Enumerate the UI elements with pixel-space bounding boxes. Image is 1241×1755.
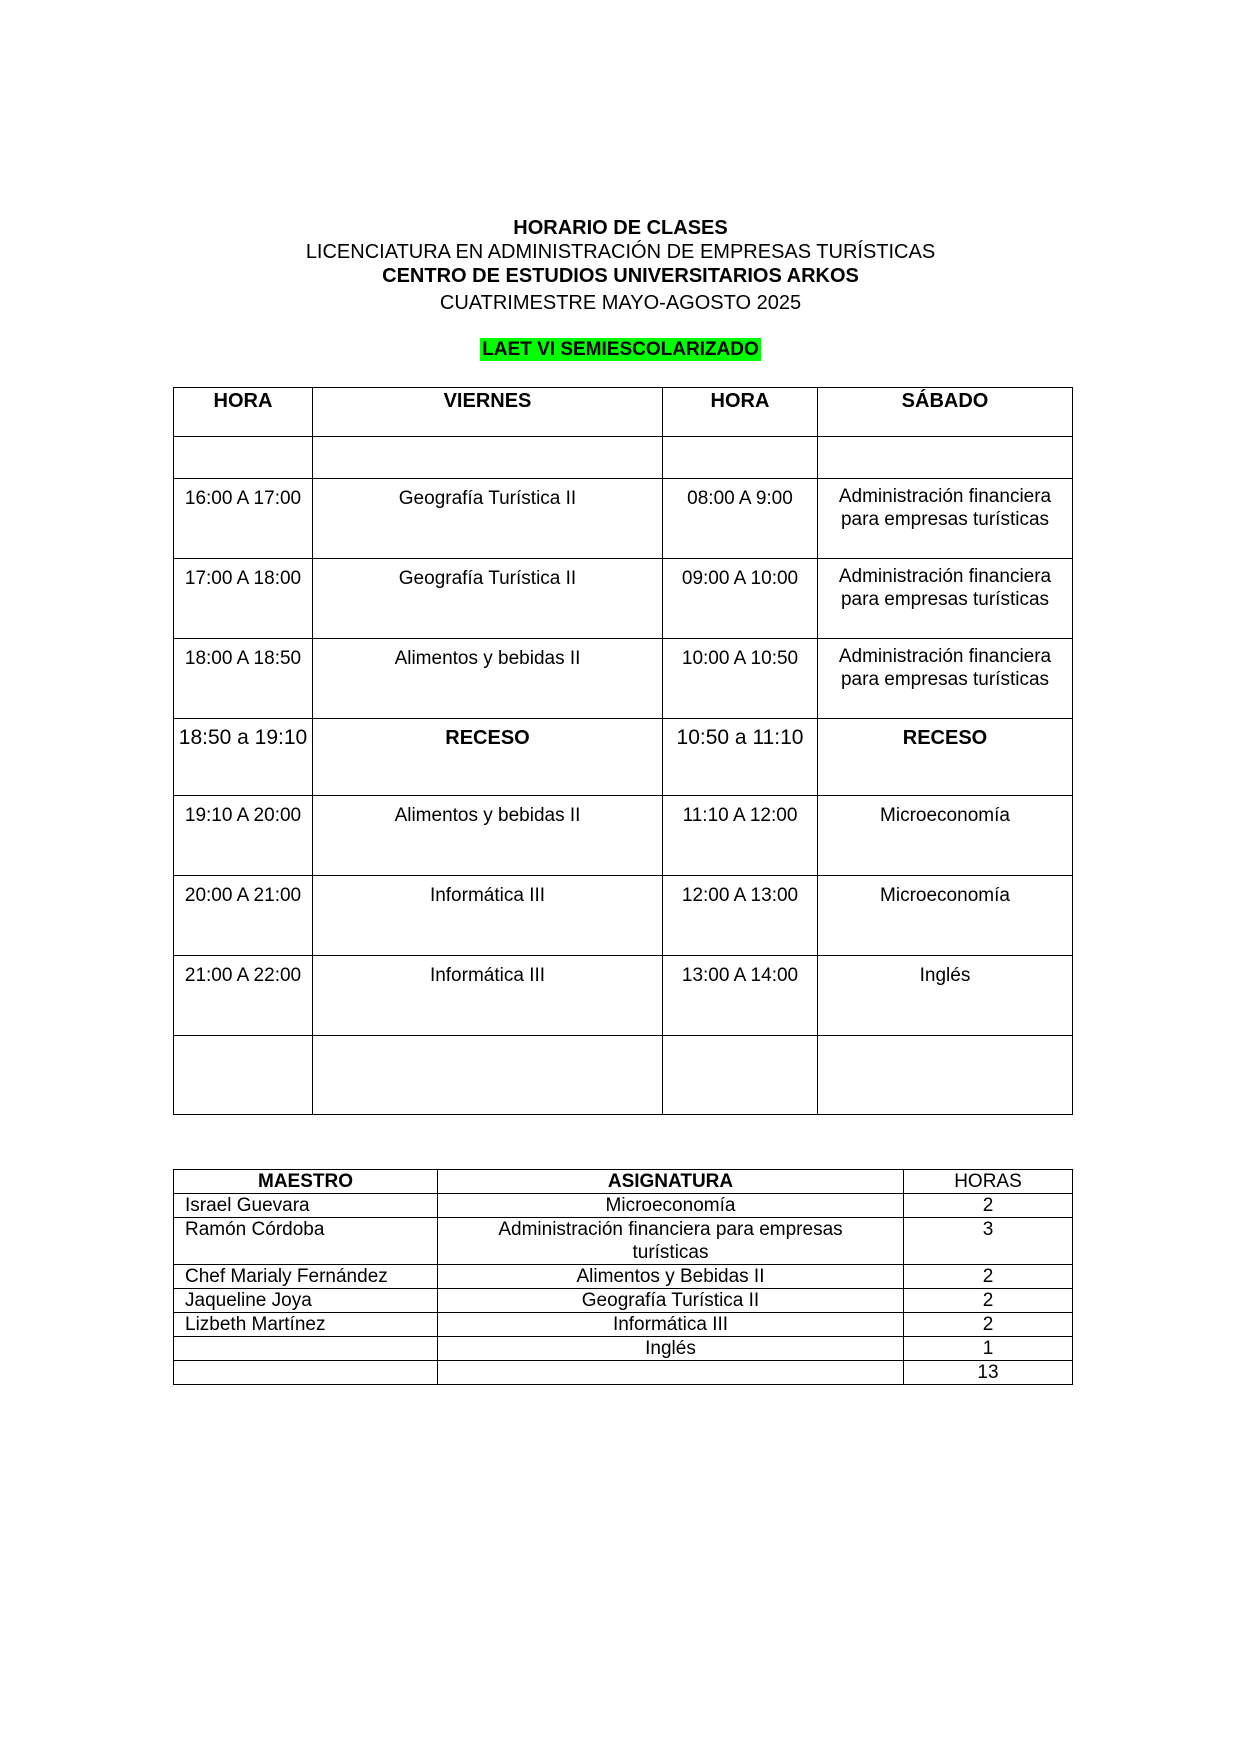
teacher-name: Lizbeth Martínez <box>174 1313 438 1337</box>
empty-cell <box>818 1036 1073 1115</box>
saturday-time: 10:50 a 11:10 <box>663 719 818 796</box>
empty-cell <box>663 437 818 479</box>
teacher-hours: 2 <box>904 1265 1073 1289</box>
friday-time: 18:00 A 18:50 <box>174 639 313 719</box>
teachers-total-row <box>174 1361 1073 1385</box>
teacher-hours: 1 <box>904 1337 1073 1361</box>
teachers-header-row <box>174 1170 1073 1194</box>
schedule-row <box>174 796 1073 876</box>
teacher-subject: Informática III <box>438 1313 904 1337</box>
teacher-row <box>174 1265 1073 1289</box>
friday-time: 17:00 A 18:00 <box>174 559 313 639</box>
teacher-hours: 3 <box>904 1218 1073 1265</box>
friday-time: 19:10 A 20:00 <box>174 796 313 876</box>
friday-subject: Informática III <box>313 876 663 956</box>
schedule-table <box>173 387 1073 1115</box>
empty-cell <box>663 1036 818 1115</box>
teacher-row <box>174 1194 1073 1218</box>
term-label: CUATRIMESTRE MAYO-AGOSTO 2025 <box>439 292 802 314</box>
schedule-row <box>174 639 1073 719</box>
schedule-row <box>174 956 1073 1036</box>
group-label <box>0 339 1241 361</box>
teacher-name <box>174 1337 438 1361</box>
friday-subject: Informática III <box>313 956 663 1036</box>
col-sabado: SÁBADO <box>818 388 1073 437</box>
friday-time: 21:00 A 22:00 <box>174 956 313 1036</box>
col-hora-friday: HORA <box>174 388 313 437</box>
school-name: CENTRO DE ESTUDIOS UNIVERSITARIOS ARKOS <box>382 265 859 287</box>
teacher-name: Jaqueline Joya <box>174 1289 438 1313</box>
teacher-row <box>174 1313 1073 1337</box>
friday-subject: Alimentos y bebidas II <box>313 639 663 719</box>
teachers-table <box>173 1169 1073 1385</box>
saturday-recess: RECESO <box>818 719 1073 796</box>
col-hora-saturday: HORA <box>663 388 818 437</box>
friday-subject: Alimentos y bebidas II <box>313 796 663 876</box>
saturday-subject: Administración financiera para empresas turísticas <box>818 559 1073 639</box>
teacher-row <box>174 1289 1073 1313</box>
teacher-subject <box>438 1361 904 1385</box>
teacher-row <box>174 1337 1073 1361</box>
empty-cell <box>174 1036 313 1115</box>
empty-cell <box>174 437 313 479</box>
saturday-subject: Microeconomía <box>818 876 1073 956</box>
schedule-empty-row <box>174 1036 1073 1115</box>
teacher-hours: 2 <box>904 1313 1073 1337</box>
saturday-subject: Administración financiera para empresas turísticas <box>818 479 1073 559</box>
saturday-subject: Inglés <box>818 956 1073 1036</box>
col-maestro: MAESTRO <box>174 1170 438 1194</box>
empty-cell <box>313 1036 663 1115</box>
schedule-recess-row <box>174 719 1073 796</box>
saturday-time: 12:00 A 13:00 <box>663 876 818 956</box>
teacher-name <box>174 1361 438 1385</box>
schedule-row <box>174 559 1073 639</box>
saturday-subject: Microeconomía <box>818 796 1073 876</box>
friday-time: 20:00 A 21:00 <box>174 876 313 956</box>
saturday-subject: Administración financiera para empresas turísticas <box>818 639 1073 719</box>
teacher-subject: Alimentos y Bebidas II <box>438 1265 904 1289</box>
saturday-time: 13:00 A 14:00 <box>663 956 818 1036</box>
teacher-hours: 2 <box>904 1194 1073 1218</box>
program-name: LICENCIATURA EN ADMINISTRACIÓN DE EMPRESAS TURÍSTICAS <box>305 241 936 263</box>
teacher-subject: Microeconomía <box>438 1194 904 1218</box>
saturday-time: 10:00 A 10:50 <box>663 639 818 719</box>
teacher-subject: Administración financiera para empresas turísticas <box>438 1218 904 1265</box>
saturday-time: 08:00 A 9:00 <box>663 479 818 559</box>
saturday-time: 09:00 A 10:00 <box>663 559 818 639</box>
teacher-name: Chef Marialy Fernández <box>174 1265 438 1289</box>
group-highlight: LAET VI SEMIESCOLARIZADO <box>482 339 759 360</box>
document-header <box>0 216 1241 315</box>
schedule-row <box>174 876 1073 956</box>
teacher-hours: 2 <box>904 1289 1073 1313</box>
teacher-subject: Inglés <box>438 1337 904 1361</box>
col-horas: HORAS <box>904 1170 1073 1194</box>
friday-recess: RECESO <box>313 719 663 796</box>
schedule-header-row <box>174 388 1073 437</box>
teacher-row <box>174 1218 1073 1265</box>
document-title: HORARIO DE CLASES <box>513 217 728 239</box>
empty-cell <box>818 437 1073 479</box>
schedule-row <box>174 479 1073 559</box>
teacher-subject: Geografía Turística II <box>438 1289 904 1313</box>
friday-time: 16:00 A 17:00 <box>174 479 313 559</box>
friday-subject: Geografía Turística II <box>313 559 663 639</box>
total-hours: 13 <box>904 1361 1073 1385</box>
teacher-name: Ramón Córdoba <box>174 1218 438 1265</box>
empty-cell <box>313 437 663 479</box>
friday-subject: Geografía Turística II <box>313 479 663 559</box>
col-viernes: VIERNES <box>313 388 663 437</box>
friday-time: 18:50 a 19:10 <box>174 719 313 796</box>
teacher-name: Israel Guevara <box>174 1194 438 1218</box>
schedule-empty-row <box>174 437 1073 479</box>
col-asignatura: ASIGNATURA <box>438 1170 904 1194</box>
saturday-time: 11:10 A 12:00 <box>663 796 818 876</box>
